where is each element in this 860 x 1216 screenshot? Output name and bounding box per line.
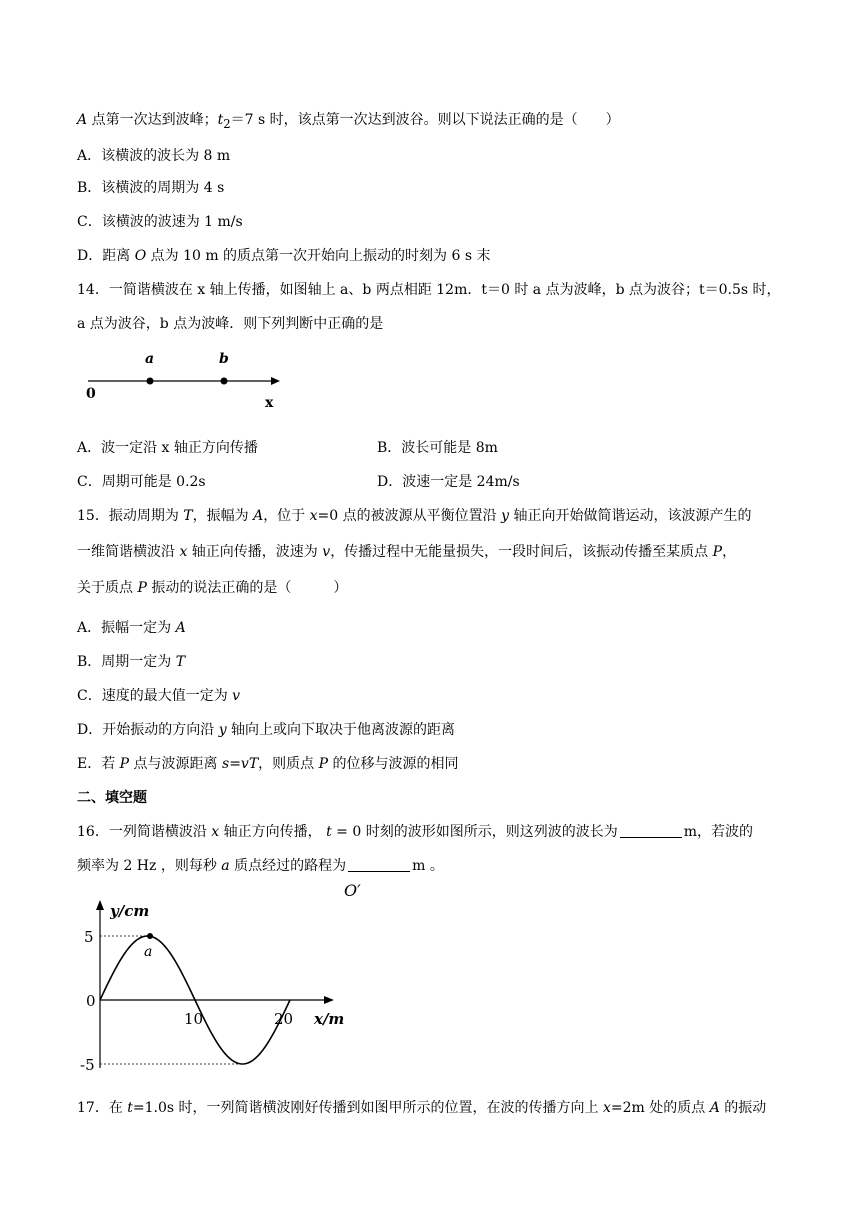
x-axis-label: x/m xyxy=(314,1010,345,1028)
point-a-label: a xyxy=(145,351,155,367)
section-title-fill-in: 二、填空题 xyxy=(77,790,147,806)
q14-option-d: D．波速一定是 24m/s xyxy=(377,474,520,490)
point-a-label: a xyxy=(144,944,153,960)
y-tick-neg5: -5 xyxy=(80,1056,95,1074)
q15-option-a: A．振幅一定为 A xyxy=(77,620,186,636)
figure-corner-label: O′ xyxy=(344,881,361,900)
q15-stem-line2: 一维简谐横波沿 x 轴正向传播，波速为 v，传播过程中无能量损失，一段时间后，该振动传播至某质点 P， xyxy=(77,544,737,560)
point-a xyxy=(147,933,153,939)
q15-stem-line3: 关于质点 P 振动的说法正确的是（ ） xyxy=(77,580,348,596)
q16-stem-line2: 频率为 2 Hz ，则每秒 a 质点经过的路程为 m 。 xyxy=(77,858,444,874)
y-tick-5: 5 xyxy=(84,928,94,946)
q15-option-e: E．若 P 点与波源距离 s=vT，则质点 P 的位移与波源的相同 xyxy=(77,756,459,772)
q16-stem-line1: 16．一列简谐横波沿 x 轴正方向传播， t = 0 时刻的波形如图所示，则这列波的波长为 m，若波的 xyxy=(77,824,753,840)
q13-option-b: B．该横波的周期为 4 s xyxy=(77,180,225,196)
q14-stem-line1: 14．一简谐横波在 x 轴上传播，如图轴上 a、b 两点相距 12m．t＝0 时 a 点为波峰，b 点为波谷；t＝0.5s 时， xyxy=(77,282,781,298)
q15-option-b: B．周期一定为 T xyxy=(77,654,186,670)
y-axis-arrow xyxy=(96,900,104,910)
x-axis-arrow xyxy=(324,996,334,1004)
origin-label: 0 xyxy=(86,386,96,402)
q15-option-d: D．开始振动的方向沿 y 轴向上或向下取决于他离波源的距离 xyxy=(77,722,456,738)
y-tick-0: 0 xyxy=(86,992,96,1010)
q13-stem: A 点第一次达到波峰；$t_2=7$ s 时，该点第一次达到波谷。则以下说法正确的是（ ） xyxy=(77,112,620,131)
q15-option-c: C．速度的最大值一定为 v xyxy=(77,688,241,704)
q14-axis-figure xyxy=(82,345,292,413)
point-b xyxy=(221,378,228,385)
point-b-label: b xyxy=(219,351,229,367)
q17-stem-line1: 17．在 t=1.0s 时，一列简谐横波刚好传播到如图甲所示的位置，在波的传播方向上 x=2m 处的质点 A 的振动 xyxy=(77,1100,767,1116)
x-axis-arrow xyxy=(271,377,280,385)
q14-option-a: A．波一定沿 x 轴正方向传播 xyxy=(77,440,258,456)
q13-option-c: C．该横波的波速为 1 m/s xyxy=(77,214,243,230)
q13-option-d: D．距离 O 点为 10 m 的质点第一次开始向上振动的时刻为 6 s 末 xyxy=(77,248,491,264)
x-axis-label: x xyxy=(265,395,274,411)
q13-option-a: A．该横波的波长为 8 m xyxy=(77,148,231,164)
q14-option-b: B．波长可能是 8m xyxy=(377,440,498,456)
y-axis-label: y/cm xyxy=(110,902,150,920)
answer-blank-wavelength[interactable] xyxy=(620,823,682,838)
q14-stem-line2: a 点为波谷，b 点为波峰．则下列判断中正确的是 xyxy=(77,316,384,332)
point-a xyxy=(147,378,154,385)
x-tick-10: 10 xyxy=(184,1010,204,1028)
q15-stem-line1: 15．振动周期为 T，振幅为 A，位于 x=0 点的被波源从平衡位置沿 y 轴正向开始做简谐运动，该波源产生的 xyxy=(77,508,752,524)
x-tick-20: 20 xyxy=(274,1010,294,1028)
answer-blank-path[interactable] xyxy=(348,857,410,872)
q14-option-c: C．周期可能是 0.2s xyxy=(77,474,206,490)
q16-wave-figure xyxy=(80,878,380,1078)
